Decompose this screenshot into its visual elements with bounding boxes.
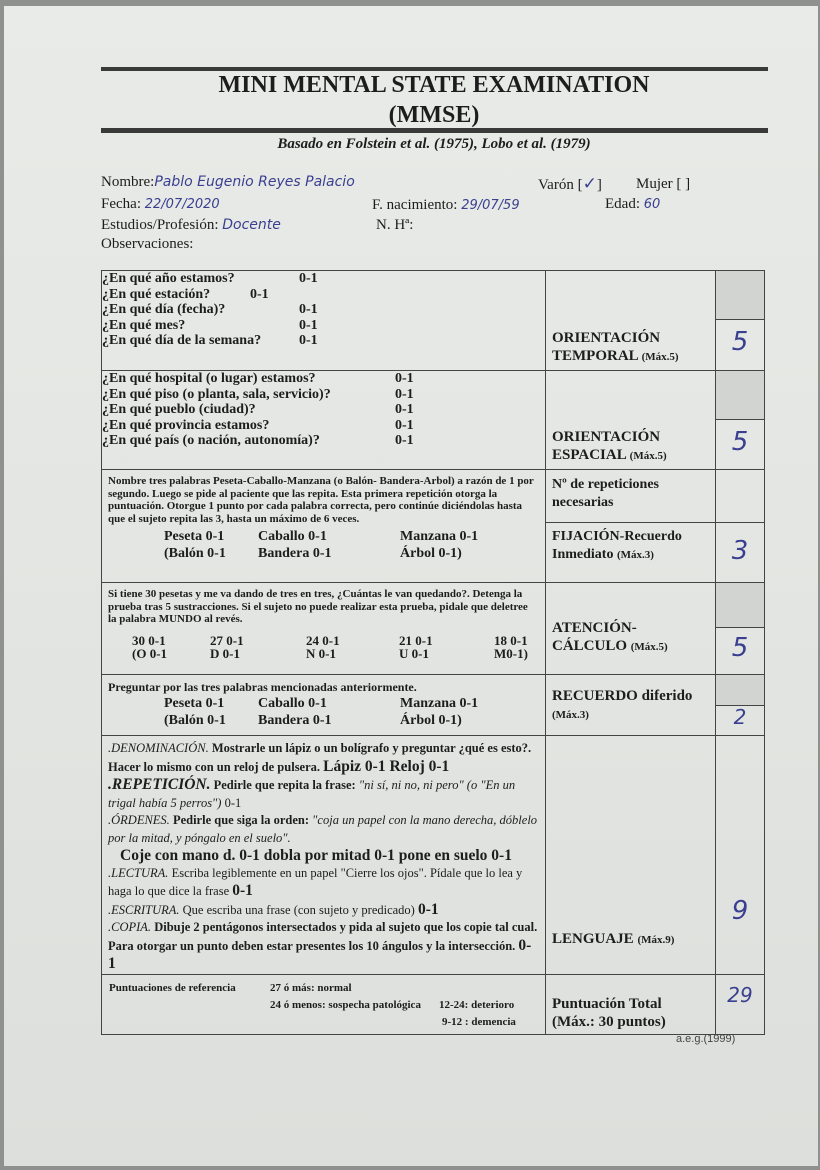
question-text: ¿En qué hospital (o lugar) estamos? bbox=[102, 371, 316, 386]
recuerdo-instructions: Preguntar por las tres palabras mencionadas anteriormente. bbox=[108, 680, 417, 694]
nacimiento-value: 29/07/59 bbox=[461, 198, 520, 213]
lenguaje-items bbox=[102, 736, 545, 974]
section-espacial bbox=[102, 371, 765, 470]
section-max: (Máx.5) bbox=[629, 450, 667, 462]
word-item: Árbol 0-1) bbox=[400, 546, 462, 561]
question-row bbox=[102, 302, 545, 318]
varon-bracket-close: ] bbox=[596, 177, 602, 193]
recuerdo-score-box bbox=[716, 675, 765, 736]
fijacion-score-box bbox=[716, 470, 765, 583]
score-divider bbox=[716, 627, 764, 628]
form-subtitle: Basado en Folstein et al. (1975), Lobo et al. (1979) bbox=[277, 136, 591, 152]
mujer-field: Mujer [ ] bbox=[636, 176, 691, 192]
question-row bbox=[102, 318, 545, 334]
credit-text: a.e.g.(1999) bbox=[676, 1033, 736, 1045]
question-score: 0-1 bbox=[299, 271, 318, 286]
espacial-label-cell bbox=[546, 371, 716, 470]
section-title: LENGUAJE bbox=[552, 931, 634, 947]
question-text: ¿En qué provincia estamos? bbox=[102, 417, 270, 433]
section-total bbox=[102, 974, 765, 1034]
word-row bbox=[164, 545, 545, 562]
section-temporal bbox=[102, 271, 765, 371]
espacial-title bbox=[546, 428, 715, 465]
question-row bbox=[102, 371, 545, 387]
question-row bbox=[102, 271, 545, 287]
word-item: (Balón 0-1 bbox=[164, 712, 226, 728]
total-title-text: Puntuación Total bbox=[552, 995, 662, 1012]
score-shade bbox=[716, 371, 764, 419]
fijacion-words bbox=[102, 525, 545, 562]
total-max: (Máx.: 30 puntos) bbox=[552, 1013, 666, 1030]
atencion-items bbox=[102, 626, 545, 664]
section-subtitle: Inmediato (Máx.3) bbox=[552, 547, 654, 562]
fijacion-cell bbox=[102, 470, 546, 583]
nacimiento-field bbox=[372, 196, 520, 215]
estudios-field bbox=[101, 216, 281, 234]
copia-item: .COPIA. Dibuje 2 pentágonos intersectados y pida al sujeto que los copie tal cual. Para otorgar un punto deben estar presentes los 10 ángulos y la intersección. 0-1 bbox=[108, 920, 538, 972]
question-score: 0-1 bbox=[395, 433, 414, 448]
section-fijacion bbox=[102, 470, 765, 583]
word-row bbox=[164, 712, 545, 729]
section-lenguaje bbox=[102, 736, 765, 975]
observaciones-label: Observaciones: bbox=[101, 236, 194, 252]
subtraction-item: 30 0-1 (O 0-1 bbox=[132, 632, 168, 661]
fecha-field bbox=[101, 195, 220, 214]
question-score: 0-1 bbox=[250, 286, 269, 302]
section-max: (Máx.3) bbox=[616, 549, 654, 561]
word-item: Peseta 0-1 bbox=[164, 529, 225, 544]
word-row bbox=[164, 528, 545, 545]
reference-normal: 27 ó más: normal bbox=[270, 981, 352, 994]
section-atencion bbox=[102, 583, 765, 675]
temporal-score-box bbox=[716, 271, 765, 371]
score-divider bbox=[716, 319, 764, 320]
form-title-abbr: (MMSE) bbox=[388, 102, 480, 128]
varon-checkmark: ✓ bbox=[582, 174, 597, 194]
word-item: Bandera 0-1 bbox=[258, 712, 332, 728]
score-divider bbox=[716, 419, 764, 420]
total-score-box bbox=[716, 974, 765, 1034]
recuerdo-score: 2 bbox=[733, 705, 747, 729]
word-item: Caballo 0-1 bbox=[258, 695, 327, 711]
total-label-cell bbox=[546, 974, 716, 1034]
section-subtitle: CÁLCULO (Máx.5) bbox=[552, 638, 668, 654]
top-rule bbox=[101, 67, 768, 71]
section-title: ORIENTACIÓN bbox=[552, 429, 661, 445]
question-text: ¿En qué pueblo (ciudad)? bbox=[102, 402, 256, 417]
reference-demencia: 9-12 : demencia bbox=[442, 1015, 516, 1028]
espacial-questions bbox=[102, 371, 546, 470]
lectura-item: .LECTURA. Escriba legiblemente en un papel "Cierre los ojos". Pídale que lo lea y haga lo que dice la frase 0-1 bbox=[108, 865, 523, 899]
reference-label: Puntuaciones de referencia bbox=[109, 981, 236, 994]
question-text: ¿En qué estación? bbox=[102, 286, 211, 302]
section-subtitle bbox=[552, 705, 709, 724]
nombre-value: Pablo Eugenio Reyes Palacio bbox=[154, 174, 355, 190]
reference-scores bbox=[102, 975, 545, 1033]
varon-label: Varón [ bbox=[538, 177, 583, 193]
section-title: ORIENTACIÓN bbox=[552, 330, 661, 346]
score-divider bbox=[716, 522, 764, 523]
section-max: (Máx.9) bbox=[637, 934, 675, 946]
repeticion-item: .REPETICIÓN. Pedirle que repita la frase: "ni sí, ni no, ni pero" (o "En un trigal había 5 perros") 0-1 bbox=[108, 776, 516, 810]
nombre-field bbox=[101, 173, 355, 191]
denominacion-item: .DENOMINACIÓN. Mostrarle un lápiz o un bolígrafo y preguntar ¿qué es esto?. Hacer lo mismo con un reloj de pulsera. Lápiz 0-1 Reloj 0-1 bbox=[108, 741, 532, 775]
repeticiones-label: Nº de repeticiones necesarias bbox=[552, 477, 660, 510]
question-score: 0-1 bbox=[395, 386, 414, 402]
question-text: ¿En qué mes? bbox=[102, 317, 186, 333]
question-score: 0-1 bbox=[299, 302, 318, 317]
section-title: FIJACIÓN-Recuerdo bbox=[552, 529, 682, 544]
section-title: RECUERDO diferido bbox=[552, 688, 693, 704]
score-shade bbox=[716, 583, 764, 627]
section-recuerdo bbox=[102, 675, 765, 736]
total-title bbox=[546, 995, 715, 1031]
question-text: ¿En qué piso (o planta, sala, servicio)? bbox=[102, 386, 331, 402]
question-text: ¿En qué día (fecha)? bbox=[102, 302, 226, 317]
estudios-value: Docente bbox=[222, 217, 281, 233]
nh-label: N. Hª: bbox=[376, 217, 414, 233]
subtraction-item: 27 0-1 D 0-1 bbox=[210, 632, 244, 661]
temporal-title bbox=[546, 329, 715, 366]
section-title: ATENCIÓN- bbox=[552, 620, 637, 636]
word-item: Manzana 0-1 bbox=[400, 529, 479, 544]
mmse-table bbox=[101, 270, 765, 1035]
section-subtitle: ESPACIAL (Máx.5) bbox=[552, 447, 667, 463]
score-shade bbox=[716, 675, 764, 705]
question-text: ¿En qué país (o nación, autonomía)? bbox=[102, 433, 320, 448]
lenguaje-score-box bbox=[716, 736, 765, 975]
recuerdo-label-cell bbox=[546, 675, 716, 736]
espacial-score-box bbox=[716, 371, 765, 470]
escritura-item: .ESCRITURA. Que escriba una frase (con sujeto y predicado) 0-1 bbox=[108, 900, 439, 918]
title-rule bbox=[101, 128, 768, 133]
question-score: 0-1 bbox=[299, 333, 318, 348]
question-row bbox=[102, 402, 545, 418]
section-subtitle: TEMPORAL (Máx.5) bbox=[552, 348, 679, 364]
espacial-score: 5 bbox=[731, 427, 749, 457]
lenguaje-label-cell bbox=[546, 736, 716, 975]
question-row bbox=[102, 333, 545, 349]
reference-deterioro: 12-24: deterioro bbox=[439, 998, 515, 1011]
varon-field bbox=[538, 175, 602, 194]
ordenes-item: .ÓRDENES. Pedirle que siga la orden: "coja un papel con la mano derecha, dóblelo por la mitad, y póngalo en el suelo". bbox=[108, 813, 538, 845]
temporal-questions bbox=[102, 271, 546, 371]
question-row bbox=[102, 387, 545, 403]
label-divider bbox=[546, 522, 715, 523]
estudios-label: Estudios/Profesión: bbox=[101, 217, 219, 233]
nacimiento-label: F. nacimiento: bbox=[372, 197, 458, 213]
word-item: Peseta 0-1 bbox=[164, 695, 225, 711]
score-shade bbox=[716, 271, 764, 319]
subtraction-item: 18 0-1 M0-1) bbox=[494, 632, 528, 661]
lenguaje-score: 9 bbox=[731, 896, 749, 926]
atencion-score-box bbox=[716, 583, 765, 675]
word-item: (Balón 0-1 bbox=[164, 546, 226, 561]
atencion-score: 5 bbox=[731, 633, 749, 663]
atencion-instructions: Si tiene 30 pesetas y me va dando de tres en tres, ¿Cuántas le van quedando?. Detenga la prueba tras 5 sustracciones. Si el sujeto no puede realizar esta prueba, pidale que deletree la palabra MUNDO al revés. bbox=[108, 588, 528, 625]
section-max: (Máx.3) bbox=[552, 709, 589, 721]
section-max: (Máx.5) bbox=[630, 641, 668, 653]
nombre-label: Nombre: bbox=[101, 174, 155, 190]
fecha-value: 22/07/2020 bbox=[144, 197, 220, 212]
lenguaje-title bbox=[546, 930, 715, 949]
recuerdo-title bbox=[546, 687, 715, 724]
atencion-title bbox=[546, 619, 715, 656]
atencion-label-cell bbox=[546, 583, 716, 675]
question-row bbox=[102, 433, 545, 449]
recuerdo-cell bbox=[102, 675, 546, 736]
temporal-score: 5 bbox=[731, 327, 749, 357]
question-score: 0-1 bbox=[395, 402, 414, 417]
question-score: 0-1 bbox=[395, 371, 414, 386]
question-score: 0-1 bbox=[299, 317, 318, 333]
reference-cell bbox=[102, 974, 546, 1034]
section-max: (Máx.5) bbox=[641, 351, 679, 363]
subtraction-item: 21 0-1 U 0-1 bbox=[399, 632, 433, 661]
recuerdo-words bbox=[102, 694, 545, 729]
word-item: Bandera 0-1 bbox=[258, 546, 332, 561]
fijacion-title bbox=[546, 528, 688, 564]
word-item: Caballo 0-1 bbox=[258, 529, 327, 544]
fijacion-score: 3 bbox=[731, 536, 749, 566]
question-row bbox=[102, 287, 545, 303]
word-item: Árbol 0-1) bbox=[400, 712, 462, 728]
question-text: ¿En qué día de la semana? bbox=[102, 333, 262, 348]
edad-value: 60 bbox=[643, 197, 661, 212]
temporal-label-cell bbox=[546, 271, 716, 371]
form-title: MINI MENTAL STATE EXAMINATION bbox=[218, 72, 650, 98]
fijacion-label-cell bbox=[546, 470, 716, 583]
edad-label: Edad: bbox=[605, 196, 640, 212]
ordenes-score: Coje con mano d. 0-1 dobla por mitad 0-1 pone en suelo 0-1 bbox=[120, 847, 512, 864]
fecha-label: Fecha: bbox=[101, 196, 141, 212]
lenguaje-cell bbox=[102, 736, 546, 975]
reference-sospecha: 24 ó menos: sospecha patológica bbox=[270, 998, 421, 1011]
atencion-cell bbox=[102, 583, 546, 675]
subtraction-item: 24 0-1 N 0-1 bbox=[306, 632, 340, 661]
total-score: 29 bbox=[727, 982, 753, 1007]
question-text: ¿En qué año estamos? bbox=[102, 271, 235, 286]
fijacion-instructions: Nombre tres palabras Peseta-Caballo-Manzana (o Balón- Bandera-Arbol) a razón de 1 por segundo. Luego se pide al paciente que las repita. Esta primera repetición otorga la puntuación. Otorgue 1 punto por cada palabra correcta, pero continúe diciéndolas hasta que el sujeto repita las 3, hasta un máximo de 6 veces. bbox=[108, 475, 534, 525]
word-item: Manzana 0-1 bbox=[400, 695, 479, 711]
question-score: 0-1 bbox=[395, 417, 414, 433]
edad-field bbox=[605, 195, 660, 214]
question-row bbox=[102, 418, 545, 434]
word-row bbox=[164, 695, 545, 712]
